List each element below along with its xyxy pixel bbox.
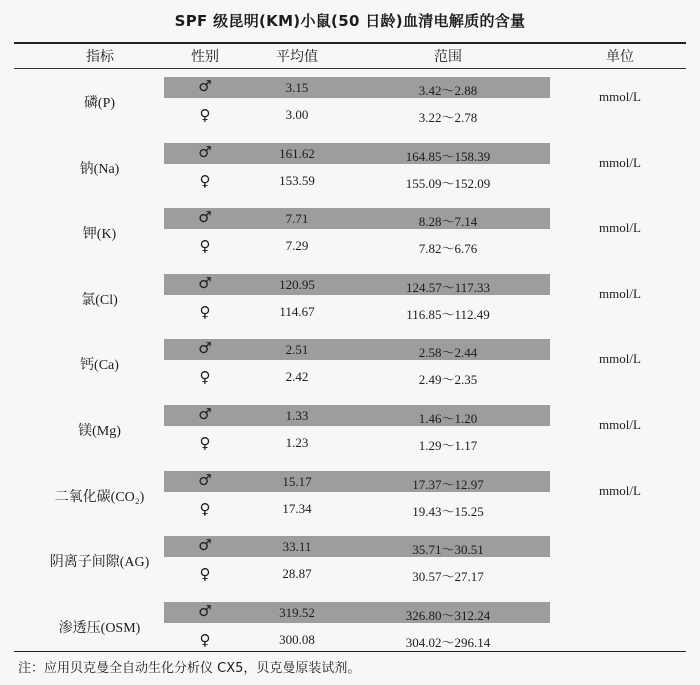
header-range: 范围 <box>434 49 462 65</box>
female-range-value: 116.85～112.49 <box>406 306 490 322</box>
female-range-value: 1.29～1.17 <box>418 438 478 453</box>
male-range-value: 124.57～117.33 <box>405 279 491 295</box>
female-symbol: ♀ <box>199 237 211 256</box>
indicator-label: 阴离子间隙(AG) <box>49 555 150 571</box>
male-symbol: ♂ <box>198 339 212 358</box>
male-mean-value: 3.15 <box>285 80 309 95</box>
female-range-value: 155.09～152.09 <box>405 175 491 191</box>
male-range-value: 17.37～12.97 <box>412 476 484 492</box>
header-rule <box>14 68 686 69</box>
indicator-label: 钾(K) <box>82 227 117 243</box>
male-range-value: 326.80～312.24 <box>405 607 491 623</box>
female-symbol: ♀ <box>199 171 211 190</box>
male-mean-value: 33.11 <box>282 539 312 555</box>
bottom-rule <box>14 651 686 652</box>
indicator-label: 渗透压(OSM) <box>58 620 141 636</box>
female-mean-value: 153.59 <box>279 172 315 188</box>
male-mean-value: 15.17 <box>282 473 312 489</box>
header-mean: 平均值 <box>276 49 318 65</box>
male-symbol: ♂ <box>198 208 212 227</box>
indicator-label: 磷(P) <box>83 96 116 111</box>
male-mean-value: 120.95 <box>279 276 315 292</box>
male-mean-value: 161.62 <box>279 145 315 161</box>
male-range-value: 164.85～158.39 <box>405 148 491 164</box>
male-symbol: ♂ <box>198 142 212 161</box>
male-row-shade <box>164 143 550 164</box>
male-mean-value: 319.52 <box>279 604 315 620</box>
male-row-shade <box>164 602 550 623</box>
male-row-shade <box>164 77 550 98</box>
female-symbol: ♀ <box>199 434 211 452</box>
male-row-shade <box>164 471 550 492</box>
female-symbol: ♀ <box>199 368 211 387</box>
indicator-label: 钙(Ca) <box>80 358 119 374</box>
female-mean-value: 17.34 <box>282 500 312 516</box>
male-mean-value: 7.71 <box>285 211 309 227</box>
female-mean-value: 114.67 <box>279 303 315 319</box>
female-range-value: 19.43～15.25 <box>412 503 484 519</box>
male-symbol: ♂ <box>198 405 212 423</box>
male-symbol: ♂ <box>198 601 212 620</box>
female-symbol: ♀ <box>199 565 211 584</box>
female-symbol: ♀ <box>199 499 211 518</box>
unit-label: mmol/L <box>599 351 641 367</box>
female-mean-value: 300.08 <box>279 631 315 647</box>
unit-label: mmol/L <box>599 154 641 170</box>
unit-label: mmol/L <box>599 417 641 432</box>
indicator-label: 镁(Mg) <box>78 424 121 439</box>
female-symbol: ♀ <box>199 302 211 321</box>
female-mean-value: 1.23 <box>285 435 309 450</box>
top-rule <box>14 42 686 44</box>
header-sex: 性别 <box>191 49 219 65</box>
male-symbol: ♂ <box>198 77 212 95</box>
male-symbol: ♂ <box>198 273 212 292</box>
indicator-label: 氯(Cl) <box>81 292 118 308</box>
female-range-value: 30.57～27.17 <box>412 569 484 585</box>
male-range-value: 2.58～2.44 <box>418 345 478 361</box>
male-range-value: 3.42～2.88 <box>418 83 478 98</box>
female-mean-value: 7.29 <box>285 238 309 254</box>
male-row-shade <box>164 274 550 295</box>
female-range-value: 7.82～6.76 <box>418 241 478 257</box>
male-range-value: 1.46～1.20 <box>418 411 478 426</box>
unit-label: mmol/L <box>599 482 641 498</box>
female-symbol: ♀ <box>199 106 211 124</box>
male-row-shade <box>164 339 550 360</box>
male-row-shade <box>164 405 550 426</box>
female-range-value: 2.49～2.35 <box>418 372 478 388</box>
indicator-label: 钠(Na) <box>79 161 120 177</box>
table-note: 注：应用贝克曼全自动生化分析仪 CX5，贝克曼原装试剂。 <box>18 661 361 676</box>
table-title: SPF 级昆明(KM)小鼠(50 日龄)血清电解质的含量 <box>174 12 526 30</box>
male-row-shade <box>164 536 550 557</box>
male-range-value: 8.28～7.14 <box>418 214 478 230</box>
indicator-label: 二氧化碳(CO₂) <box>54 489 145 505</box>
header-unit: 单位 <box>606 49 634 65</box>
unit-label: mmol/L <box>599 285 641 301</box>
unit-label: mmol/L <box>599 89 641 104</box>
female-mean-value: 28.87 <box>282 566 312 582</box>
header-indicator: 指标 <box>86 49 114 65</box>
male-mean-value: 1.33 <box>285 408 309 423</box>
female-symbol: ♀ <box>199 630 211 649</box>
female-range-value: 3.22～2.78 <box>418 110 478 125</box>
male-symbol: ♂ <box>198 536 212 555</box>
female-mean-value: 3.00 <box>285 107 309 122</box>
female-mean-value: 2.42 <box>285 369 309 385</box>
male-symbol: ♂ <box>198 470 212 489</box>
male-mean-value: 2.51 <box>285 342 309 358</box>
male-row-shade <box>164 208 550 229</box>
female-range-value: 304.02～296.14 <box>405 634 491 650</box>
male-range-value: 35.71～30.51 <box>412 542 484 558</box>
unit-label: mmol/L <box>599 220 641 236</box>
